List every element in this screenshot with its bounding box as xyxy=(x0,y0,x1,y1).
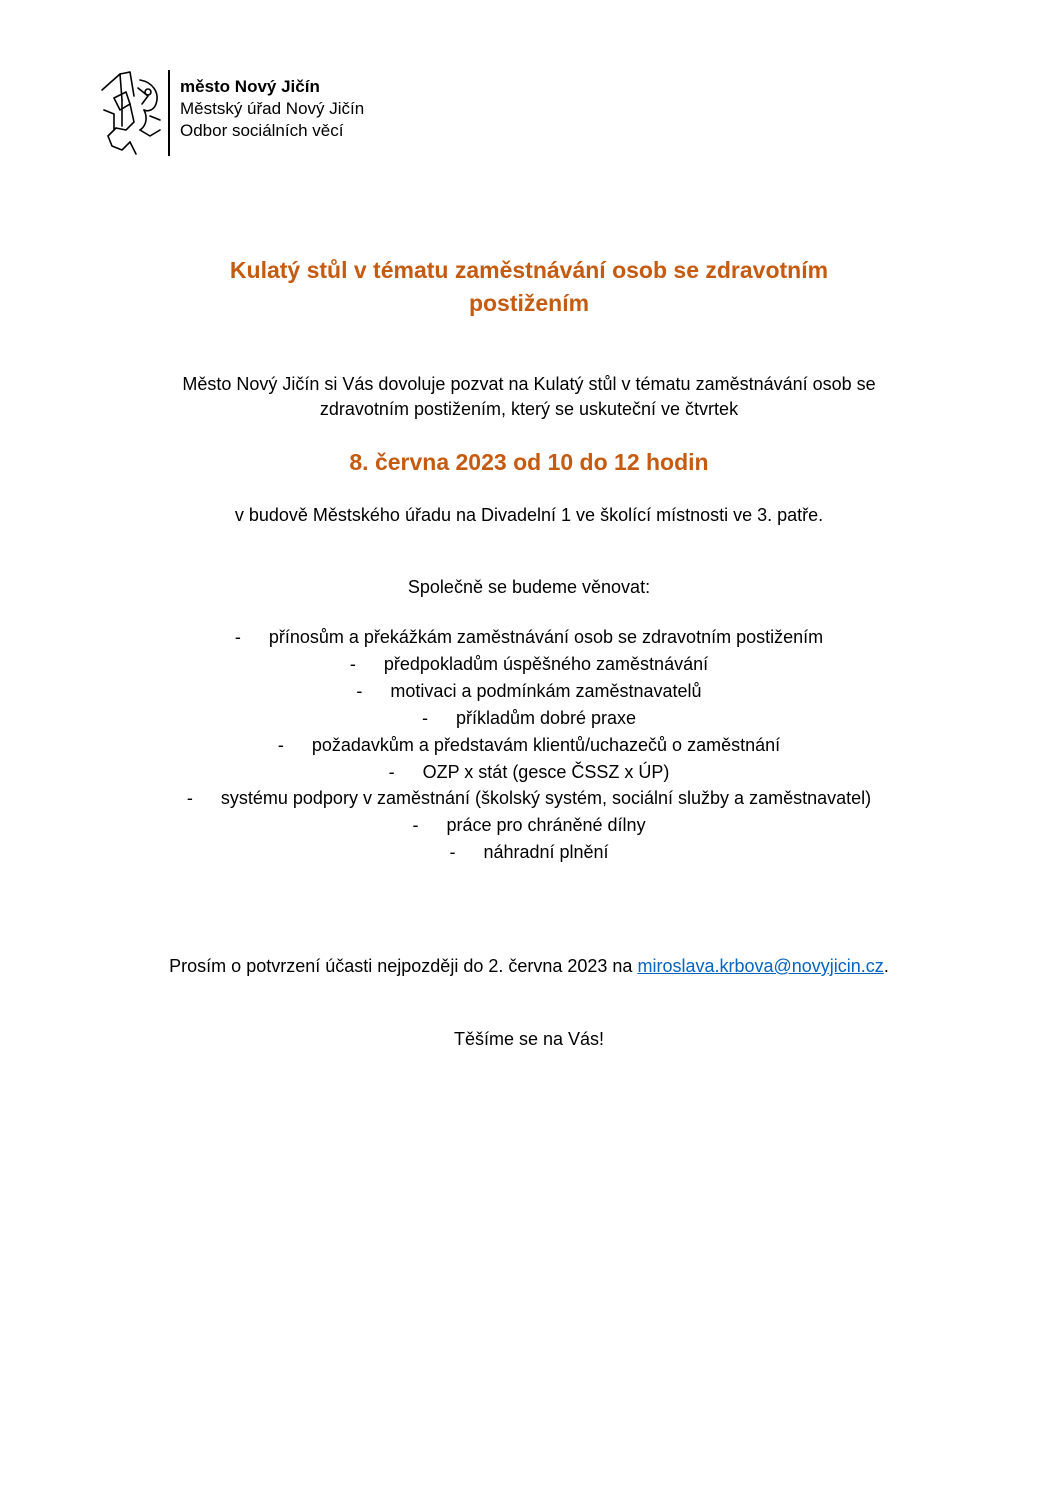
event-date: 8. června 2023 od 10 do 12 hodin xyxy=(349,449,709,475)
bullet-dash: - xyxy=(449,842,456,863)
list-item xyxy=(100,732,958,759)
topic-text: předpokladům úspěšného zaměstnávání xyxy=(383,653,709,674)
bullet-dash: - xyxy=(349,653,356,674)
list-item xyxy=(100,678,958,705)
bullet-dash: - xyxy=(421,707,428,728)
email-link[interactable]: miroslava.krbova@novyjicin.cz xyxy=(637,956,884,976)
bullet-dash: - xyxy=(356,680,363,701)
letterhead-divider xyxy=(168,70,170,156)
intro-line-1: Město Nový Jičín si Vás dovoluje pozvat na Kulatý stůl v tématu zaměstnávání osob se xyxy=(182,374,876,394)
list-item xyxy=(100,624,958,651)
department-name: Odbor sociálních věcí xyxy=(180,121,344,140)
topics-list xyxy=(100,624,958,866)
list-item xyxy=(100,705,958,732)
title-line-2: postižením xyxy=(468,290,590,316)
bullet-dash: - xyxy=(388,761,395,782)
topics-lead: Společně se budeme věnovat: xyxy=(407,577,651,597)
city-coat-of-arms-icon xyxy=(100,70,166,156)
bullet-dash: - xyxy=(234,627,241,647)
rsvp-text: Prosím o potvrzení účasti nejpozději do 2. června 2023 na xyxy=(169,956,638,976)
topic-text: náhradní plnění xyxy=(483,842,609,863)
list-item xyxy=(100,651,958,678)
intro-line-2: zdravotním postižením, který se uskuteční ve čtvrtek xyxy=(319,399,739,419)
document-title xyxy=(100,254,958,320)
topic-text: příkladům dobré praxe xyxy=(455,707,637,728)
topic-text: práce pro chráněné dílny xyxy=(446,815,646,836)
topic-text: přínosům a překážkám zaměstnávání osob se zdravotním postižením xyxy=(268,627,824,647)
bullet-dash: - xyxy=(412,815,419,836)
topic-text: motivaci a podmínkám zaměstnavatelů xyxy=(390,680,702,701)
city-name: město Nový Jičín xyxy=(180,77,320,96)
bullet-dash: - xyxy=(186,788,193,809)
rsvp-paragraph xyxy=(60,954,998,979)
letterhead-text xyxy=(180,76,500,142)
list-item xyxy=(100,812,958,839)
bullet-dash: - xyxy=(277,734,284,755)
office-name: Městský úřad Nový Jičín xyxy=(180,99,365,118)
list-item xyxy=(100,759,958,786)
topic-text: OZP x stát (gesce ČSSZ x ÚP) xyxy=(422,761,670,782)
topic-text: požadavkům a představám klientů/uchazečů o zaměstnání xyxy=(311,734,781,755)
event-place: v budově Městského úřadu na Divadelní 1 ve školící místnosti ve 3. patře. xyxy=(234,505,824,525)
rsvp-period: . xyxy=(883,956,889,976)
topic-text: systému podpory v zaměstnání (školský systém, sociální služby a zaměstnavatel) xyxy=(220,788,872,809)
list-item xyxy=(100,839,958,866)
closing-line: Těšíme se na Vás! xyxy=(453,1029,605,1049)
list-item xyxy=(100,785,958,812)
invitation-paragraph xyxy=(100,372,958,422)
title-line-1: Kulatý stůl v tématu zaměstnávání osob se zdravotním xyxy=(229,257,829,283)
